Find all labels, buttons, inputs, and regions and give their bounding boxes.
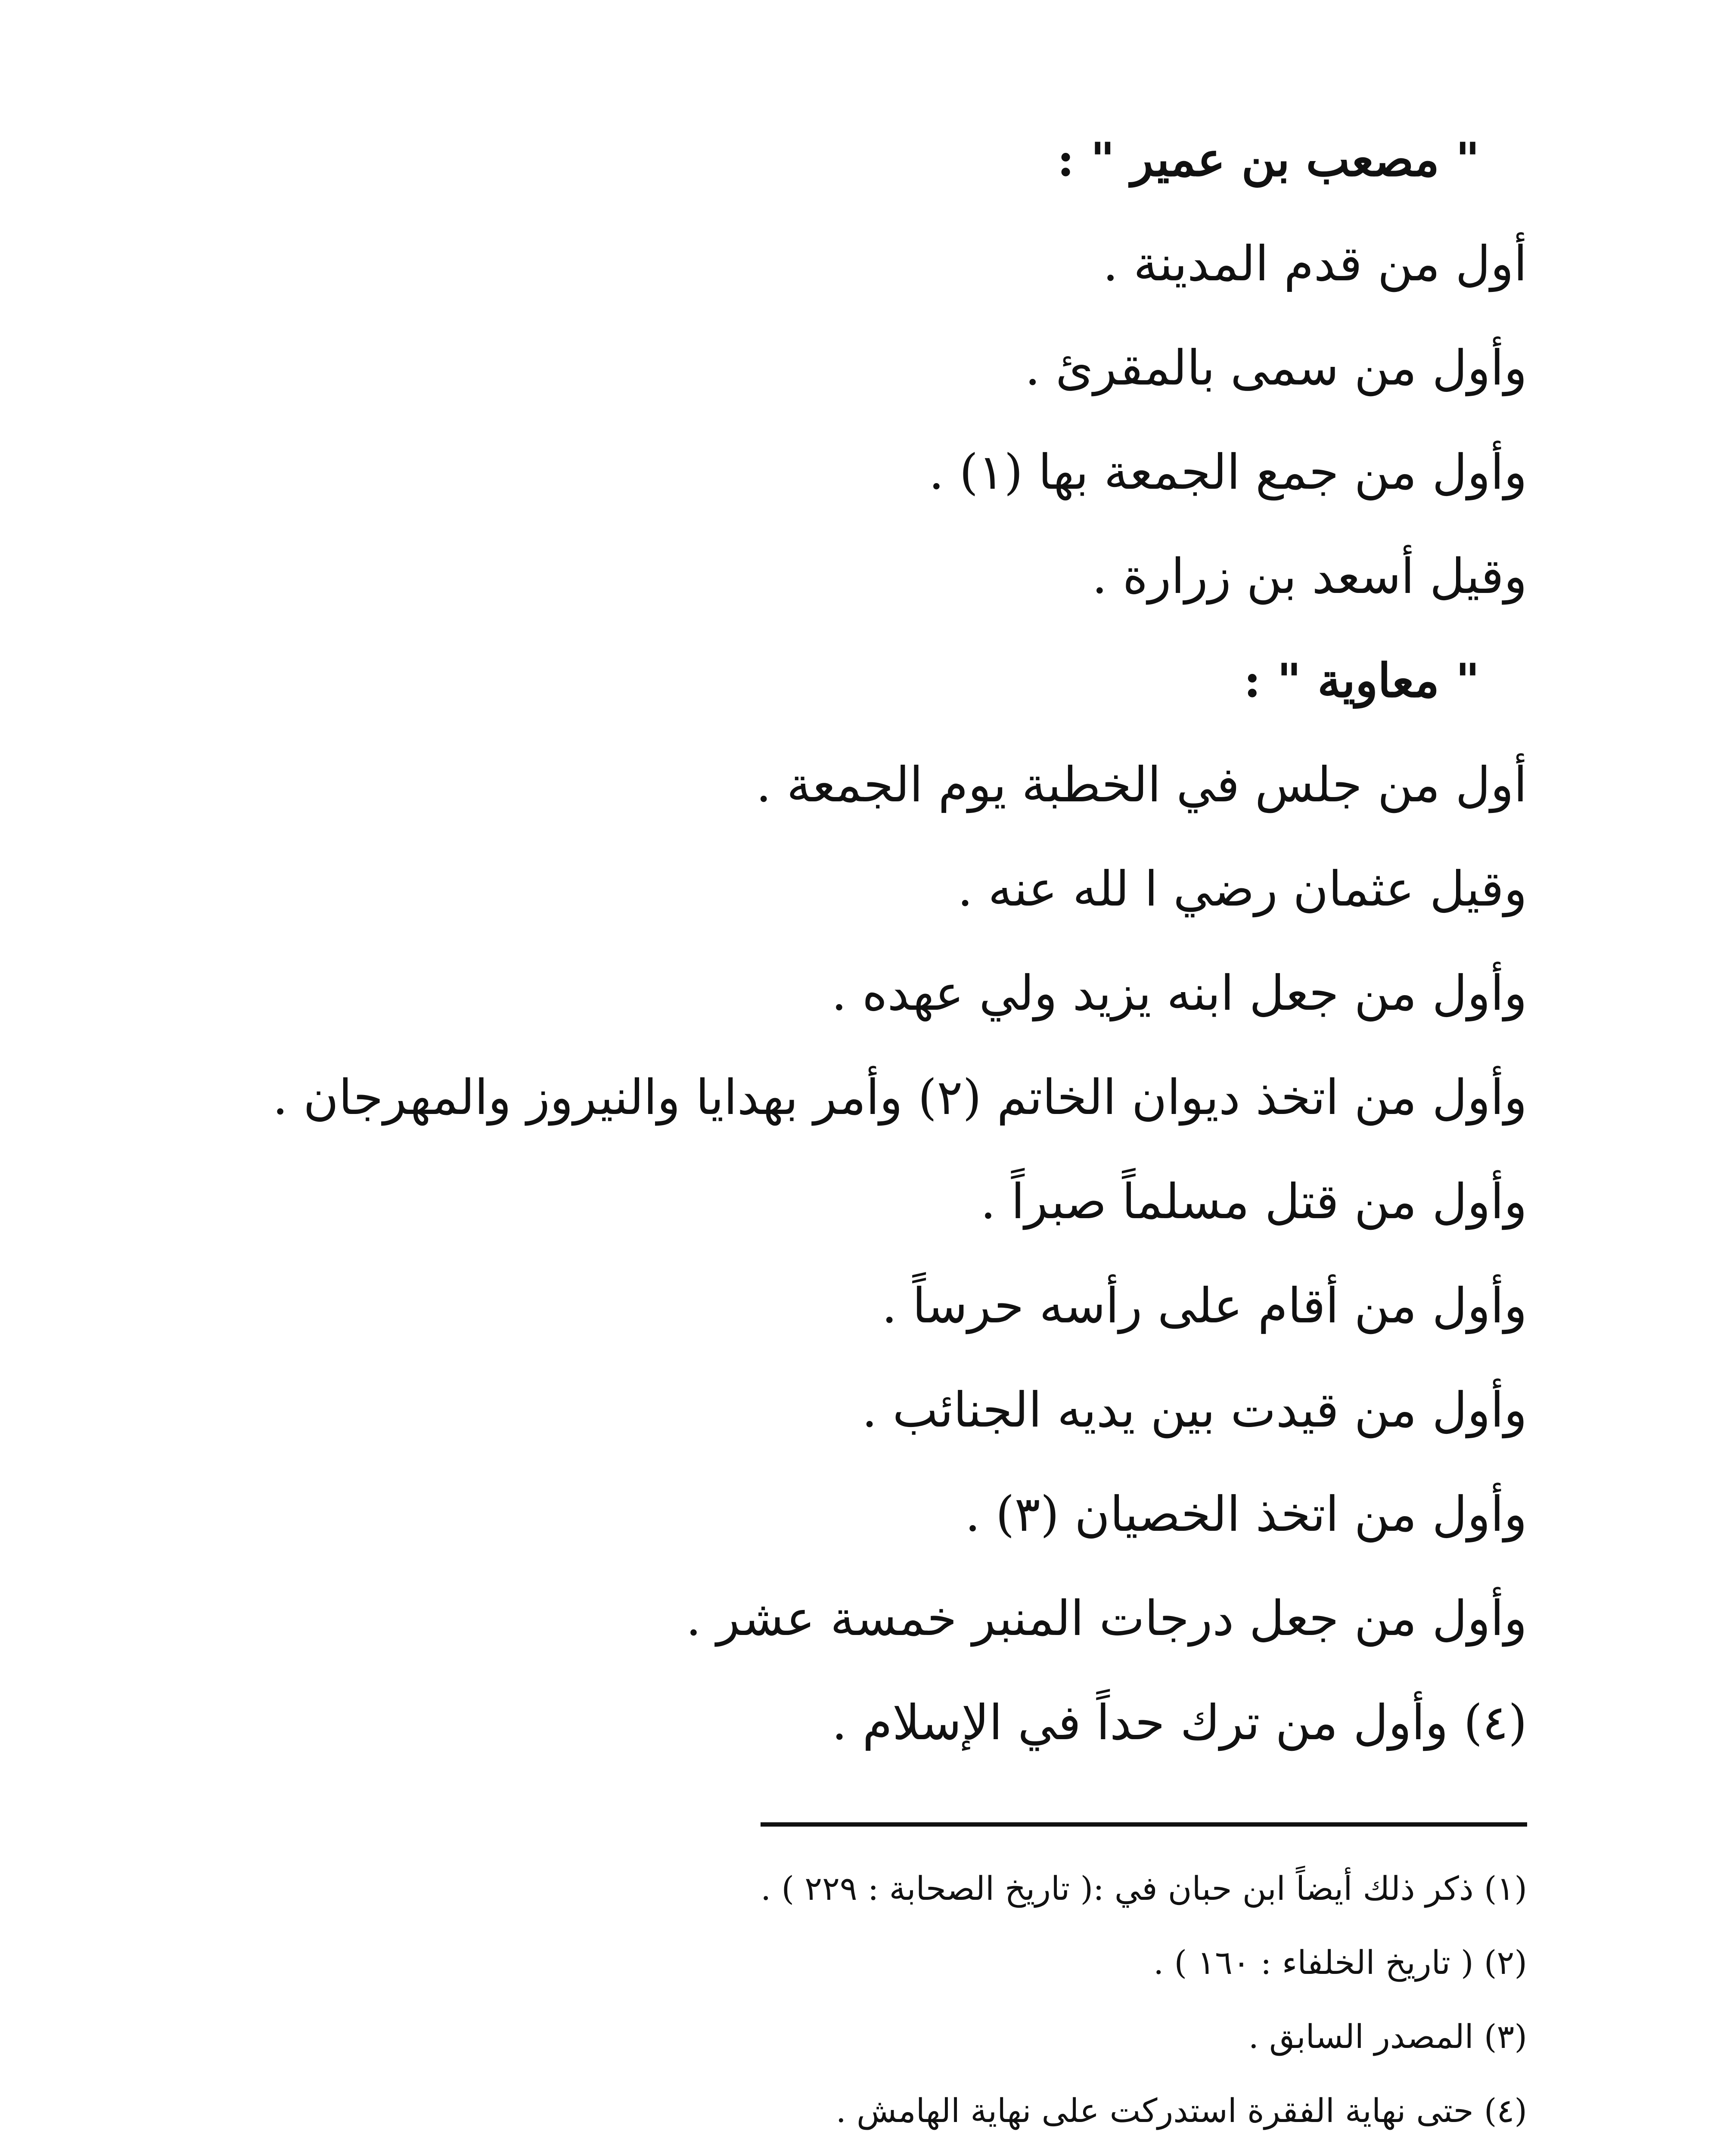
text-line: وأول من قتل مسلماً صبراً .: [980, 1174, 1527, 1230]
footnote-4: (٤) حتى نهاية الفقرة استدركت على نهاية الهامش .: [835, 2091, 1527, 2130]
text-line: أول من قدم المدينة .: [1102, 236, 1527, 292]
section-heading-muawiya: " معاوية " :: [1243, 654, 1480, 708]
text-line: وقيل عثمان رضي ا لله عنه .: [957, 861, 1527, 917]
text-line: وأول من جعل درجات المنبر خمسة عشر .: [686, 1591, 1527, 1647]
text-line: وأول من اتخذ ديوان الخاتم (٢) وأمر بهدايا والنيروز والمهرجان .: [272, 1070, 1527, 1126]
footnote-divider: [761, 1822, 1527, 1827]
text-line: وأول من جعل ابنه يزيد ولي عهده .: [831, 965, 1527, 1021]
text-line: وقيل أسعد بن زرارة .: [1092, 549, 1527, 605]
footnote-3: (٣) المصدر السابق .: [1248, 2017, 1527, 2056]
section-heading-musab: " مصعب بن عمير " :: [1057, 133, 1480, 187]
text-line: وأول من أقام على رأسه حرساً .: [882, 1278, 1527, 1334]
text-line: (٤) وأول من ترك حداً في الإسلام .: [832, 1695, 1527, 1751]
text-line: وأول من اتخذ الخصيان (٣) .: [965, 1486, 1527, 1542]
text-line: وأول من جمع الجمعة بها (١) .: [929, 444, 1527, 500]
main-text: [171, 108, 1527, 1775]
footnotes: [171, 1852, 1527, 2148]
footnote-1: (١) ذكر ذلك أيضاً ابن حبان في :( تاريخ الصحابة : ٢٢٩ ) .: [761, 1869, 1527, 1908]
text-line: وأول من سمى بالمقرئ .: [1025, 340, 1527, 396]
text-line: أول من جلس في الخطبة يوم الجمعة .: [756, 757, 1527, 813]
footnote-2: (٢) ( تاريخ الخلفاء : ١٦٠ ) .: [1153, 1943, 1527, 1982]
text-line: وأول من قيدت بين يديه الجنائب .: [862, 1382, 1527, 1438]
